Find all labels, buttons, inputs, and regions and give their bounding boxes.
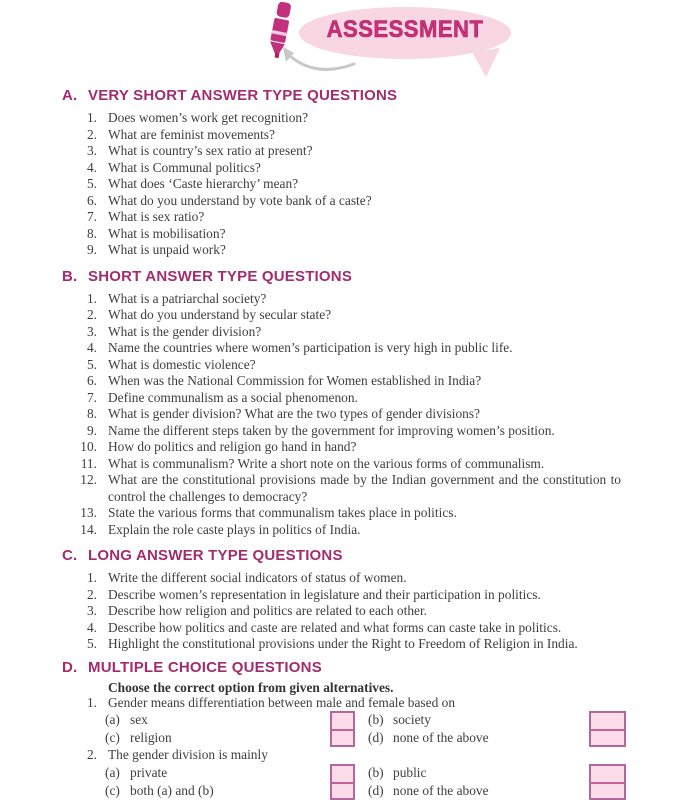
option-label: (d) (368, 782, 384, 798)
page-content (62, 87, 621, 800)
question-item: What is the gender division? (108, 323, 262, 339)
section-title: VERY SHORT ANSWER TYPE QUESTIONS (88, 87, 398, 104)
question-item: Write the different social indicators of status of women. (108, 570, 407, 585)
question-item: Describe women’s representation in legislature and their participation in politics. (108, 586, 541, 602)
question-item: When was the National Commission for Women established in India? (108, 373, 482, 388)
answer-box-divider (591, 713, 624, 731)
question-item: Explain the role caste plays in politics of India. (108, 521, 361, 537)
option-label: (b) (368, 712, 384, 727)
answer-box (330, 764, 355, 800)
mcq-question (62, 695, 621, 748)
option-text: none of the above (393, 782, 489, 798)
section-b-heading (62, 268, 621, 285)
answer-box-divider (332, 766, 353, 784)
option-text: none of the above (393, 730, 489, 745)
question-item: Describe how politics and caste are related and what forms can caste take in politics. (108, 619, 562, 635)
option-text: society (393, 712, 431, 727)
answer-box (589, 764, 626, 800)
question-item: Name the different steps taken by the government for improving women’s position. (108, 422, 555, 438)
option-label: (b) (368, 764, 384, 780)
option-text: sex (130, 712, 148, 727)
question-item: What are feminist movements? (108, 126, 275, 142)
section-title: SHORT ANSWER TYPE QUESTIONS (88, 267, 353, 285)
section-letter: C. (62, 547, 78, 564)
question-item: What do you understand by vote bank of a caste? (108, 192, 372, 208)
option-text: religion (130, 730, 172, 745)
option-text: private (130, 764, 168, 780)
section-title: LONG ANSWER TYPE QUESTIONS (88, 547, 343, 564)
answer-box-divider (591, 766, 624, 784)
section-c-heading (62, 547, 621, 564)
section-title: MULTIPLE CHOICE QUESTIONS (88, 658, 322, 676)
mcq-question-text: Gender means differentiation between male and female based on (108, 694, 456, 710)
question-item: What are the constitutional provisions made by the Indian government and the constitution to control the challenges to democracy? (108, 472, 621, 504)
question-item: Does women’s work get recognition? (108, 110, 309, 125)
option-label: (a) (105, 764, 120, 780)
option-label: (d) (368, 730, 384, 745)
question-item: What is a patriarchal society? (108, 290, 267, 306)
section-c-questions (62, 570, 621, 653)
mcq-instruction: Choose the correct option from given alternatives. (108, 679, 394, 695)
question-item: What is country’s sex ratio at present? (108, 143, 313, 158)
question-item: Define communalism as a social phenomenon. (108, 389, 358, 405)
section-letter: B. (62, 267, 78, 285)
question-item: What is Communal politics? (108, 159, 261, 175)
section-a-heading (62, 87, 621, 104)
question-item: What does ‘Caste hierarchy’ mean? (108, 176, 299, 191)
option-label: (a) (105, 712, 120, 727)
section-a-questions (62, 110, 621, 259)
question-item: What is sex ratio? (108, 209, 205, 224)
section-letter: D. (62, 658, 78, 676)
option-label: (c) (105, 730, 120, 745)
question-item: Describe how religion and politics are related to each other. (108, 603, 428, 618)
mcq-options (105, 764, 621, 800)
mcq-questions (62, 695, 621, 800)
option-text: both (a) and (b) (130, 782, 214, 798)
option-label: (c) (105, 782, 120, 798)
option-text: public (393, 764, 427, 780)
assessment-title: ASSESSMENT (326, 16, 484, 43)
mcq-question-text: The gender division is mainly (108, 747, 268, 762)
section-b-questions (62, 291, 621, 539)
answer-box (589, 711, 626, 747)
question-item: What do you understand by secular state? (108, 307, 332, 322)
question-item: What is mobilisation? (108, 225, 226, 241)
answer-box (330, 711, 355, 747)
assessment-header (0, 0, 683, 82)
mcq-question (62, 747, 621, 800)
question-item: State the various forms that communalism takes place in politics. (108, 505, 457, 520)
section-letter: A. (62, 87, 78, 104)
section-d-heading (62, 659, 621, 676)
answer-box-divider (332, 713, 353, 731)
question-item: How do politics and religion go hand in hand? (108, 439, 357, 454)
question-item: What is unpaid work? (108, 242, 226, 257)
mcq-options (105, 711, 621, 747)
question-item: What is communalism? Write a short note on the various forms of communalism. (108, 455, 545, 471)
question-item: What is domestic violence? (108, 356, 256, 372)
question-item: Highlight the constitutional provisions under the Right to Freedom of Religion in India. (108, 636, 578, 651)
question-item: Name the countries where women’s participation is very high in public life. (108, 340, 513, 355)
question-item: What is gender division? What are the two types of gender divisions? (108, 406, 480, 421)
